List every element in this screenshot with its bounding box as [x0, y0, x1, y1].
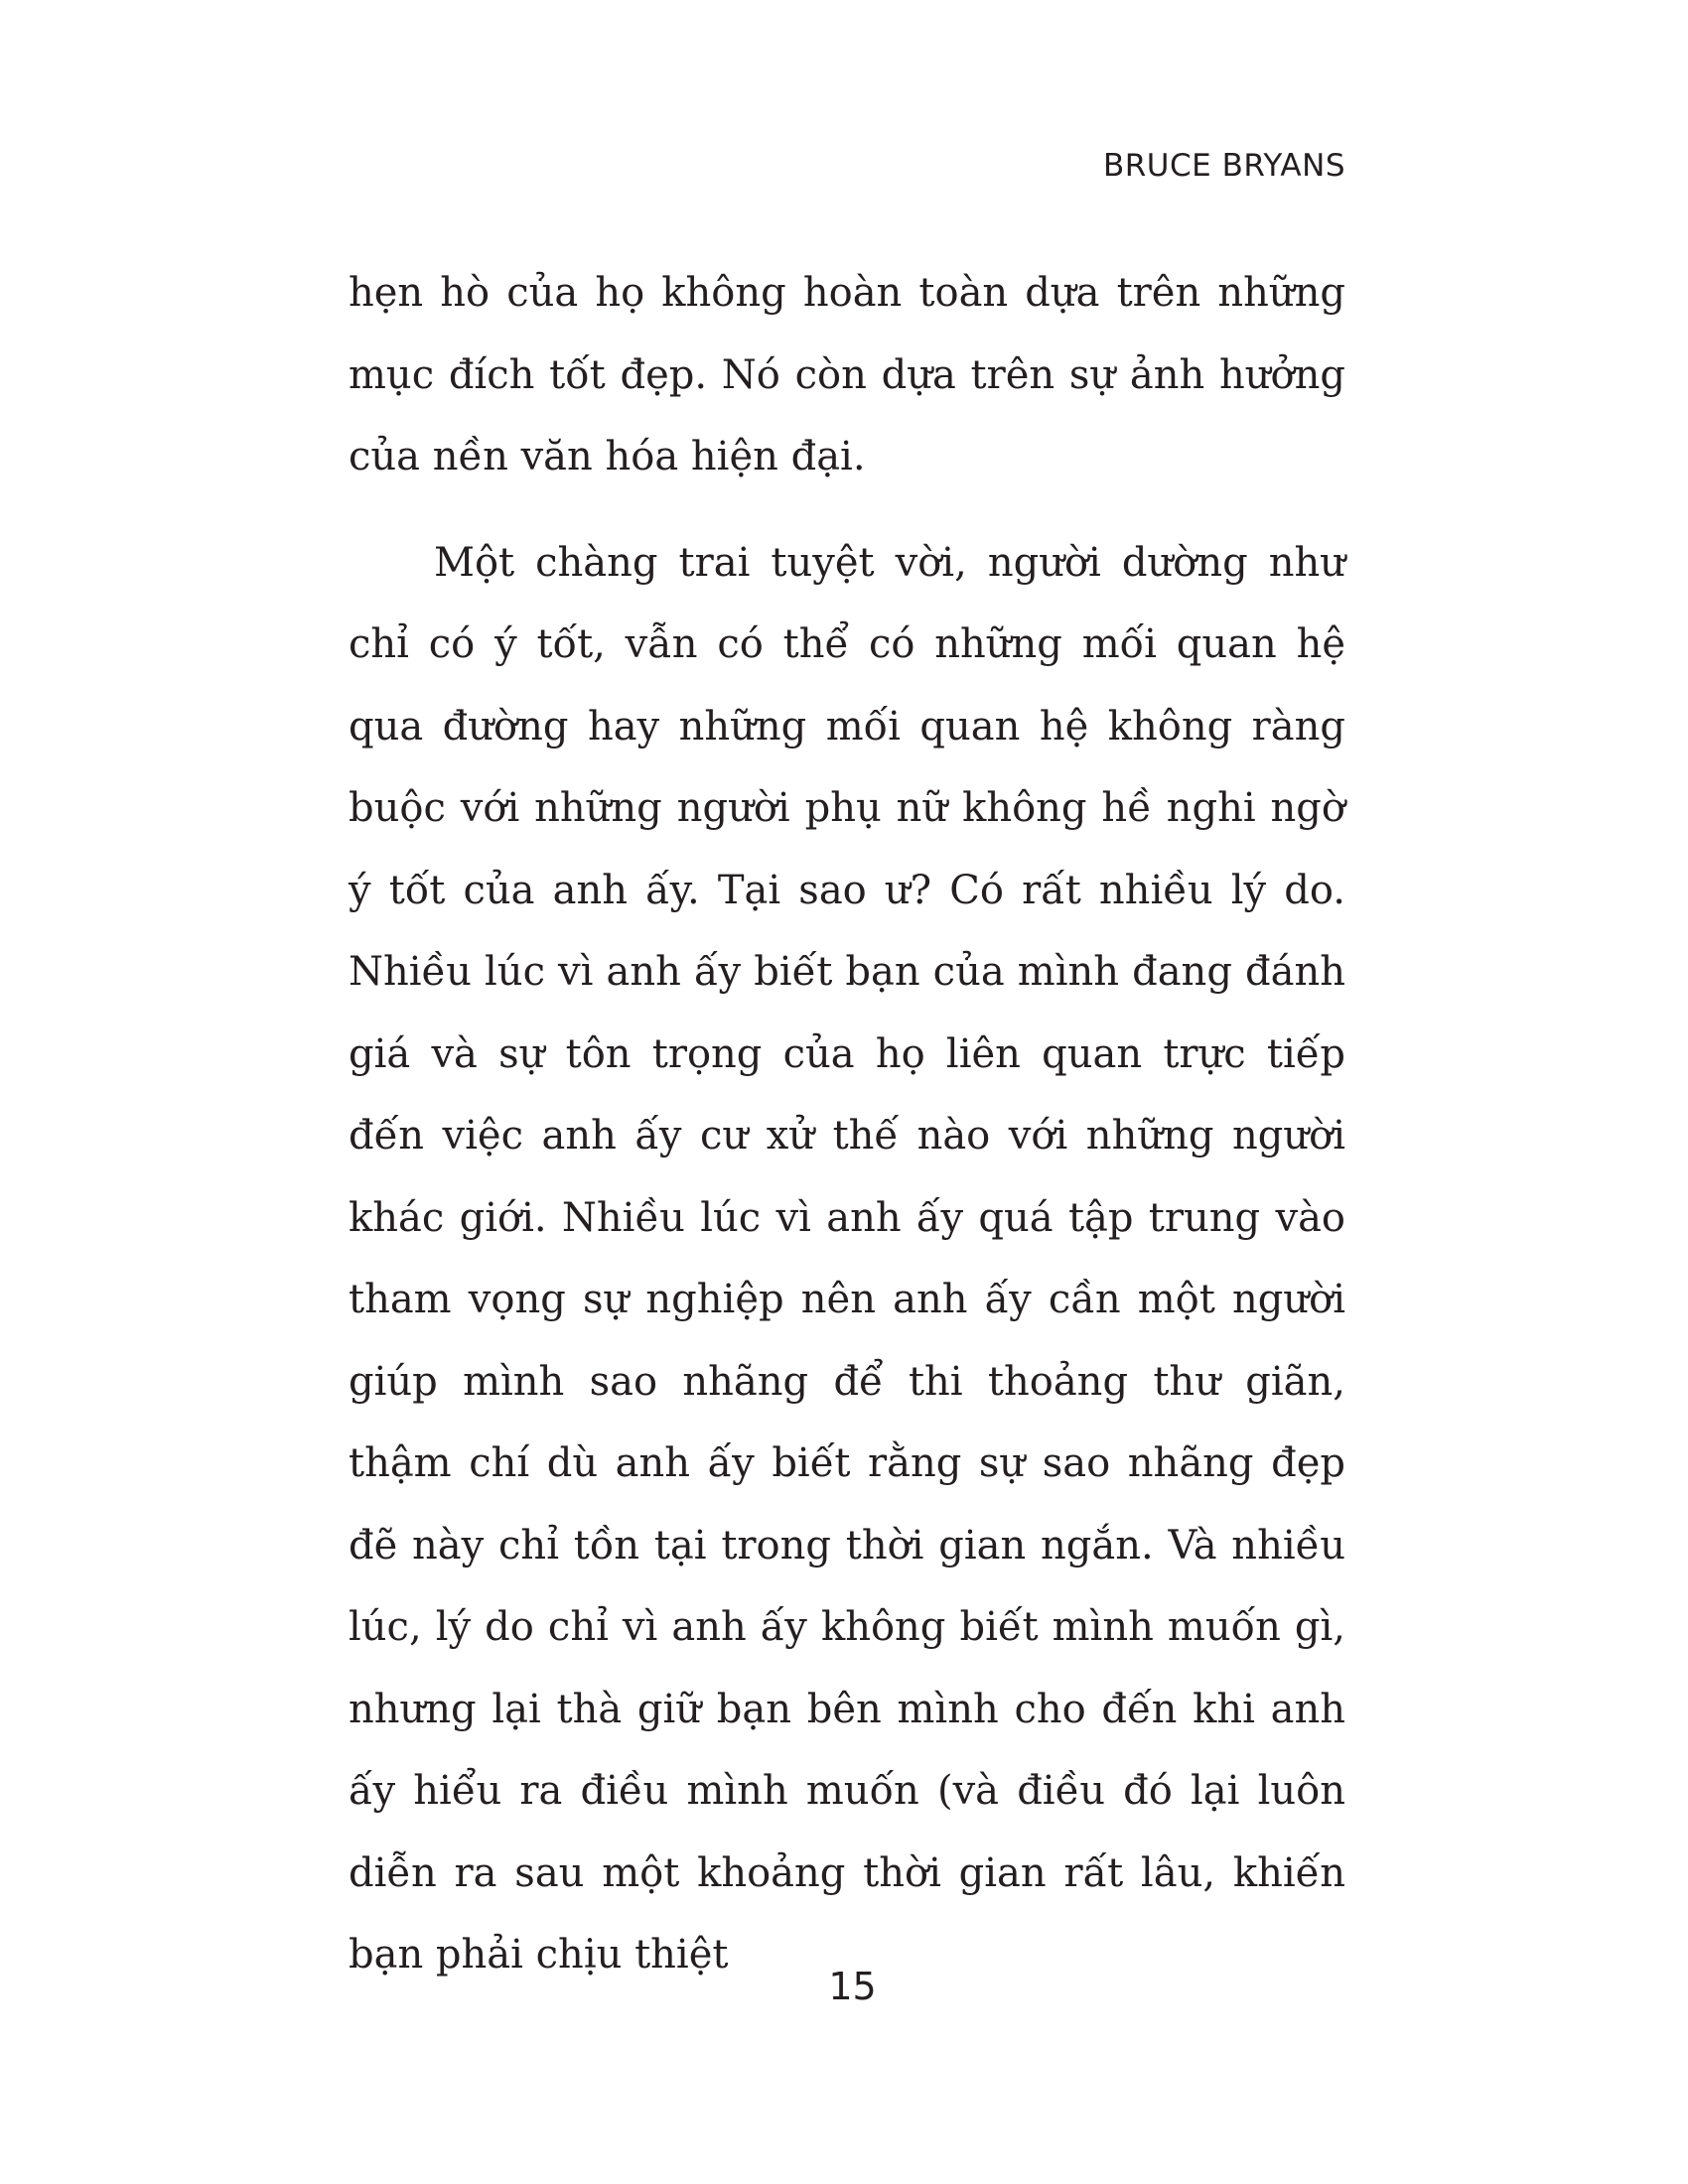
- paragraph-main: Một chàng trai tuyệt vời, người dường như chỉ có ý tốt, vẫn có thể có những mối quan hệ qua đường hay những mối quan hệ không ràng buộc với những người phụ nữ không hề nghi ngờ ý tốt của anh ấy. Tại sao ư? Có rất nhiều lý do. Nhiều lúc vì anh ấy biết bạn của mình đang đánh giá và sự tôn trọng của họ liên quan trực tiếp đến việc anh ấy cư xử thế nào với những người khác giới. Nhiều lúc vì anh ấy quá tập trung vào tham vọng sự nghiệp nên anh ấy cần một người giúp mình sao nhãng để thi thoảng thư giãn, thậm chí dù anh ấy biết rằng sự sao nhãng đẹp đẽ này chỉ tồn tại trong thời gian ngắn. Và nhiều lúc, lý do chỉ vì anh ấy không biết mình muốn gì, nhưng lại thà giữ bạn bên mình cho đến khi anh ấy hiểu ra điều mình muốn (và điều đó lại luôn diễn ra sau một khoảng thời gian rất lâu, khiến bạn phải chịu thiệt: [349, 539, 1345, 1978]
- paragraph-continued: hẹn hò của họ không hoàn toàn dựa trên những mục đích tốt đẹp. Nó còn dựa trên sự ảnh hưởng của nền văn hóa hiện đại.: [349, 270, 1345, 479]
- running-header-author: BRUCE BRYANS: [1102, 148, 1345, 184]
- body-text: [349, 252, 1345, 1996]
- page-number: 15: [828, 1965, 877, 2008]
